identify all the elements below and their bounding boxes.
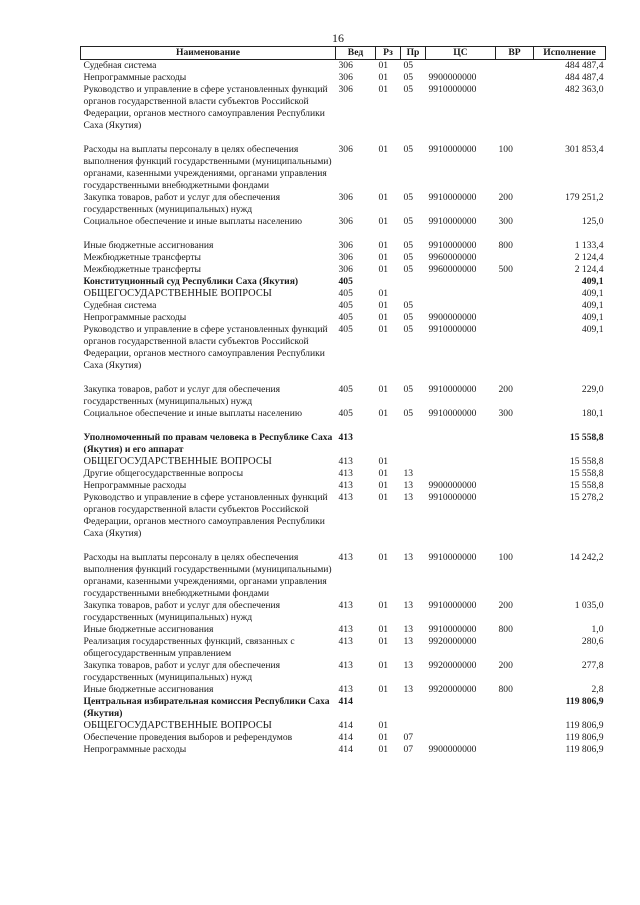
- cell-rz: 01: [378, 60, 389, 71]
- cell-ved: 413: [338, 600, 353, 611]
- cell-pr: 13: [403, 660, 414, 671]
- cell-rz: 01: [378, 456, 389, 467]
- cell-pr: 05: [403, 240, 414, 251]
- cell-cs: 9910000000: [428, 492, 477, 503]
- column-header-pr: Пр: [401, 47, 426, 60]
- cell-amount: 2 124,4: [574, 252, 604, 263]
- table-row: [81, 480, 606, 492]
- cell-cs: [426, 288, 496, 300]
- cell-pr: 13: [403, 480, 414, 491]
- cell-pr: 13: [403, 684, 414, 695]
- cell-ved: 414: [338, 732, 353, 743]
- cell-name: Судебная система: [83, 300, 157, 311]
- table-row: [81, 276, 606, 288]
- cell-ved: 405: [338, 300, 353, 311]
- cell-name: ОБЩЕГОСУДАРСТВЕННЫЕ ВОПРОСЫ: [83, 456, 272, 467]
- cell-pr: 05: [403, 384, 414, 395]
- cell-rz: [376, 432, 401, 456]
- cell-pr: 05: [403, 192, 414, 203]
- cell-amount: 277,8: [581, 660, 604, 671]
- cell-vr: [496, 72, 534, 84]
- cell-amount: 301 853,4: [565, 144, 604, 155]
- cell-pr: 05: [403, 216, 414, 227]
- table-row: [81, 600, 606, 624]
- cell-ved: 306: [338, 60, 353, 71]
- table-row: [81, 300, 606, 312]
- cell-rz: 01: [378, 468, 389, 479]
- cell-rz: 01: [378, 636, 389, 647]
- cell-name: Конституционный суд Республики Саха (Якутия): [83, 276, 299, 287]
- cell-cs: [426, 60, 496, 73]
- cell-cs: 9900000000: [428, 744, 477, 755]
- cell-rz: 01: [378, 252, 389, 263]
- cell-ved: 413: [338, 660, 353, 671]
- cell-pr: 05: [403, 312, 414, 323]
- cell-pr: 07: [403, 732, 414, 743]
- cell-amount: 409,1: [581, 312, 604, 323]
- cell-name: Непрограммные расходы: [83, 72, 187, 83]
- cell-rz: 01: [378, 552, 389, 563]
- cell-pr: [401, 720, 426, 732]
- table-row: [81, 144, 606, 192]
- cell-name: Межбюджетные трансферты: [83, 264, 201, 275]
- cell-pr: 05: [403, 144, 414, 155]
- table-row: [81, 84, 606, 132]
- cell-amount: 2,8: [591, 684, 604, 695]
- cell-amount: 179 251,2: [565, 192, 604, 203]
- table-row: [81, 216, 606, 228]
- cell-cs: 9910000000: [428, 240, 477, 251]
- cell-cs: [426, 300, 496, 312]
- row-spacer: [81, 372, 606, 384]
- cell-vr: 300: [498, 408, 513, 419]
- cell-cs: 9900000000: [428, 312, 477, 323]
- row-spacer-cell: [81, 540, 606, 552]
- cell-rz: 01: [378, 744, 389, 755]
- cell-pr: 05: [403, 84, 414, 95]
- table-row: [81, 552, 606, 600]
- cell-ved: 306: [338, 144, 353, 155]
- cell-amount: 409,1: [581, 324, 604, 335]
- cell-pr: [401, 288, 426, 300]
- cell-cs: 9960000000: [428, 252, 477, 263]
- cell-pr: 13: [403, 468, 414, 479]
- cell-ved: 306: [338, 216, 353, 227]
- cell-ved: 413: [338, 468, 353, 479]
- cell-ved: 306: [338, 84, 353, 95]
- cell-pr: 05: [403, 264, 414, 275]
- cell-vr: [496, 324, 534, 372]
- table-row: [81, 432, 606, 456]
- row-spacer-cell: [81, 420, 606, 432]
- cell-amount: 484 487,4: [565, 60, 604, 71]
- cell-rz: 01: [378, 324, 389, 335]
- cell-cs: [426, 468, 496, 480]
- cell-pr: 05: [403, 72, 414, 83]
- cell-rz: 01: [378, 408, 389, 419]
- cell-name: Непрограммные расходы: [83, 480, 187, 491]
- cell-rz: 01: [378, 600, 389, 611]
- cell-vr: [496, 276, 534, 288]
- budget-table: [80, 46, 606, 756]
- cell-rz: 01: [378, 264, 389, 275]
- cell-vr: 200: [498, 660, 513, 671]
- cell-pr: 13: [403, 636, 414, 647]
- cell-name: Иные бюджетные ассигнования: [83, 684, 214, 695]
- row-spacer: [81, 420, 606, 432]
- cell-rz: 01: [378, 72, 389, 83]
- cell-ved: 414: [338, 744, 353, 755]
- cell-vr: 100: [498, 552, 513, 563]
- cell-vr: 200: [498, 192, 513, 203]
- cell-vr: [496, 300, 534, 312]
- cell-ved: 413: [338, 624, 353, 635]
- cell-vr: 800: [498, 624, 513, 635]
- table-row: [81, 192, 606, 216]
- cell-cs: 9910000000: [428, 600, 477, 611]
- cell-pr: 13: [403, 600, 414, 611]
- cell-name: Социальное обеспечение и иные выплаты населению: [83, 408, 302, 419]
- table-row: [81, 744, 606, 756]
- column-header-ved: Вед: [336, 47, 376, 60]
- cell-ved: 405: [338, 324, 353, 335]
- row-spacer: [81, 228, 606, 240]
- table-row: [81, 324, 606, 372]
- cell-vr: 800: [498, 240, 513, 251]
- cell-pr: 05: [403, 60, 414, 71]
- cell-name: Закупка товаров, работ и услуг для обеспечения государственных (муниципальных) нужд: [83, 192, 281, 215]
- cell-name: ОБЩЕГОСУДАРСТВЕННЫЕ ВОПРОСЫ: [83, 288, 272, 299]
- cell-pr: [401, 456, 426, 468]
- cell-amount: 1 035,0: [574, 600, 604, 611]
- cell-cs: 9910000000: [428, 216, 477, 227]
- cell-amount: 119 806,9: [565, 720, 604, 731]
- cell-cs: 9910000000: [428, 192, 477, 203]
- cell-amount: 119 806,9: [565, 732, 604, 743]
- cell-pr: [401, 696, 426, 720]
- cell-cs: 9910000000: [428, 324, 477, 335]
- cell-cs: 9920000000: [428, 660, 477, 671]
- cell-pr: 13: [403, 492, 414, 503]
- cell-vr: [496, 84, 534, 132]
- cell-rz: 01: [378, 480, 389, 491]
- table-row: [81, 624, 606, 636]
- column-header-amount: Исполнение: [534, 47, 606, 60]
- cell-cs: 9910000000: [428, 84, 477, 95]
- row-spacer-cell: [81, 228, 606, 240]
- table-row: [81, 468, 606, 480]
- table-row: [81, 696, 606, 720]
- cell-ved: 414: [338, 696, 353, 707]
- cell-amount: 15 558,8: [569, 480, 604, 491]
- cell-name: Реализация государственных функций, связанных с общегосударственным управлением: [83, 636, 295, 659]
- column-header-vr: ВР: [496, 47, 534, 60]
- cell-rz: 01: [378, 624, 389, 635]
- cell-vr: [496, 732, 534, 744]
- table-row: [81, 732, 606, 744]
- cell-pr: [401, 432, 426, 456]
- cell-cs: 9920000000: [428, 684, 477, 695]
- cell-amount: 15 558,8: [569, 468, 604, 479]
- cell-ved: 413: [338, 456, 353, 467]
- cell-name: Закупка товаров, работ и услуг для обеспечения государственных (муниципальных) нужд: [83, 660, 281, 683]
- table-body: [81, 60, 606, 757]
- cell-amount: 1 133,4: [574, 240, 604, 251]
- cell-vr: 100: [498, 144, 513, 155]
- cell-cs: 9920000000: [428, 636, 477, 647]
- cell-rz: 01: [378, 732, 389, 743]
- cell-ved: 414: [338, 720, 353, 731]
- cell-cs: [426, 696, 496, 720]
- cell-rz: 01: [378, 288, 389, 299]
- cell-vr: 200: [498, 384, 513, 395]
- row-spacer: [81, 132, 606, 144]
- table-row: [81, 456, 606, 468]
- cell-cs: 9910000000: [428, 144, 477, 155]
- cell-vr: [496, 744, 534, 756]
- cell-name: Обеспечение проведения выборов и референдумов: [83, 732, 293, 743]
- cell-pr: 05: [403, 300, 414, 311]
- cell-ved: 306: [338, 72, 353, 83]
- table-row: [81, 408, 606, 420]
- table-row: [81, 72, 606, 84]
- column-header-name: Наименование: [81, 47, 336, 60]
- cell-ved: 306: [338, 192, 353, 203]
- cell-ved: 405: [338, 276, 353, 287]
- cell-rz: 01: [378, 720, 389, 731]
- table-row: [81, 492, 606, 540]
- cell-vr: [496, 468, 534, 480]
- cell-vr: [496, 480, 534, 492]
- cell-rz: 01: [378, 684, 389, 695]
- cell-ved: 405: [338, 312, 353, 323]
- cell-pr: 05: [403, 252, 414, 263]
- cell-amount: 15 558,8: [569, 456, 604, 467]
- cell-name: Руководство и управление в сфере установленных функций органов государственной власти субъектов Российской Федерации, органов местного самоуправления Республики Саха (Якутия): [83, 84, 328, 131]
- cell-pr: 13: [403, 552, 414, 563]
- cell-amount: 229,0: [581, 384, 604, 395]
- table-header: [81, 47, 606, 60]
- cell-cs: 9960000000: [428, 264, 477, 275]
- cell-cs: 9910000000: [428, 624, 477, 635]
- cell-name: Центральная избирательная комиссия Республики Саха (Якутия): [83, 696, 330, 719]
- cell-cs: [426, 276, 496, 288]
- header-row: [81, 47, 606, 60]
- cell-name: Уполномоченный по правам человека в Республике Саха (Якутия) и его аппарат: [83, 432, 333, 455]
- cell-pr: 05: [403, 408, 414, 419]
- column-header-rz: Рз: [376, 47, 401, 60]
- cell-vr: [496, 492, 534, 540]
- cell-ved: 405: [338, 288, 353, 299]
- cell-cs: 9910000000: [428, 552, 477, 563]
- cell-rz: 01: [378, 660, 389, 671]
- cell-ved: 413: [338, 684, 353, 695]
- cell-vr: [496, 312, 534, 324]
- cell-ved: 306: [338, 264, 353, 275]
- cell-name: ОБЩЕГОСУДАРСТВЕННЫЕ ВОПРОСЫ: [83, 720, 272, 731]
- cell-amount: 119 806,9: [565, 744, 604, 755]
- cell-vr: [496, 60, 534, 73]
- cell-cs: [426, 732, 496, 744]
- cell-name: Руководство и управление в сфере установленных функций органов государственной власти субъектов Российской Федерации, органов местного самоуправления Республики Саха (Якутия): [83, 492, 328, 539]
- cell-vr: [496, 456, 534, 468]
- cell-pr: 13: [403, 624, 414, 635]
- cell-pr: [401, 276, 426, 288]
- cell-amount: 125,0: [581, 216, 604, 227]
- table-row: [81, 684, 606, 696]
- table-row: [81, 312, 606, 324]
- cell-vr: [496, 696, 534, 720]
- cell-rz: 01: [378, 312, 389, 323]
- cell-name: Руководство и управление в сфере установленных функций органов государственной власти субъектов Российской Федерации, органов местного самоуправления Республики Саха (Якутия): [83, 324, 328, 371]
- cell-rz: 01: [378, 216, 389, 227]
- cell-vr: [496, 252, 534, 264]
- cell-vr: [496, 288, 534, 300]
- cell-vr: [496, 720, 534, 732]
- row-spacer-cell: [81, 132, 606, 144]
- cell-ved: 413: [338, 492, 353, 503]
- table-row: [81, 660, 606, 684]
- cell-rz: 01: [378, 384, 389, 395]
- cell-rz: 01: [378, 192, 389, 203]
- cell-amount: 484 487,4: [565, 72, 604, 83]
- cell-ved: 413: [338, 480, 353, 491]
- cell-name: Иные бюджетные ассигнования: [83, 240, 214, 251]
- page-number: 16: [332, 31, 344, 45]
- cell-vr: 500: [498, 264, 513, 275]
- cell-name: Закупка товаров, работ и услуг для обеспечения государственных (муниципальных) нужд: [83, 600, 281, 623]
- cell-pr: 07: [403, 744, 414, 755]
- cell-rz: 01: [378, 240, 389, 251]
- cell-rz: 01: [378, 144, 389, 155]
- cell-amount: 482 363,0: [565, 84, 604, 95]
- cell-ved: 405: [338, 408, 353, 419]
- row-spacer-cell: [81, 372, 606, 384]
- cell-ved: 413: [338, 636, 353, 647]
- cell-pr: 05: [403, 324, 414, 335]
- cell-rz: 01: [378, 492, 389, 503]
- cell-cs: 9900000000: [428, 480, 477, 491]
- cell-ved: 405: [338, 384, 353, 395]
- table-row: [81, 288, 606, 300]
- table-row: [81, 384, 606, 408]
- cell-cs: 9910000000: [428, 384, 477, 395]
- cell-vr: 200: [498, 600, 513, 611]
- cell-cs: [426, 456, 496, 468]
- cell-amount: 15 558,8: [569, 432, 604, 443]
- cell-name: Непрограммные расходы: [83, 312, 187, 323]
- cell-name: Непрограммные расходы: [83, 744, 187, 755]
- cell-rz: [376, 696, 401, 720]
- cell-cs: [426, 432, 496, 456]
- cell-name: Другие общегосударственные вопросы: [83, 468, 244, 479]
- cell-amount: 15 278,2: [569, 492, 604, 503]
- cell-vr: 800: [498, 684, 513, 695]
- cell-name: Расходы на выплаты персоналу в целях обеспечения выполнения функций государственными (муниципальными) органами, казенными учреждениями, органами управления государственными внебюджетными фондами: [83, 552, 332, 599]
- cell-name: Социальное обеспечение и иные выплаты населению: [83, 216, 302, 227]
- cell-cs: 9910000000: [428, 408, 477, 419]
- row-spacer: [81, 540, 606, 552]
- cell-amount: 409,1: [581, 276, 604, 287]
- cell-name: Расходы на выплаты персоналу в целях обеспечения выполнения функций государственными (муниципальными) органами, казенными учреждениями, органами управления государственными внебюджетными фондами: [83, 144, 332, 191]
- cell-ved: 413: [338, 432, 353, 443]
- table-row: [81, 720, 606, 732]
- cell-vr: [496, 432, 534, 456]
- cell-name: Закупка товаров, работ и услуг для обеспечения государственных (муниципальных) нужд: [83, 384, 281, 407]
- cell-cs: 9900000000: [428, 72, 477, 83]
- cell-amount: 280,6: [581, 636, 604, 647]
- cell-name: Межбюджетные трансферты: [83, 252, 201, 263]
- cell-amount: 409,1: [581, 288, 604, 299]
- cell-cs: [426, 720, 496, 732]
- cell-amount: 2 124,4: [574, 264, 604, 275]
- cell-ved: 306: [338, 252, 353, 263]
- cell-rz: 01: [378, 300, 389, 311]
- table-row: [81, 636, 606, 660]
- cell-amount: 14 242,2: [569, 552, 604, 563]
- cell-amount: 119 806,9: [565, 696, 604, 707]
- cell-ved: 306: [338, 240, 353, 251]
- cell-amount: 409,1: [581, 300, 604, 311]
- cell-amount: 1,0: [591, 624, 604, 635]
- cell-ved: 413: [338, 552, 353, 563]
- cell-vr: 300: [498, 216, 513, 227]
- table-row: [81, 252, 606, 264]
- column-header-cs: ЦС: [426, 47, 496, 60]
- cell-name: Судебная система: [83, 60, 157, 71]
- cell-name: Иные бюджетные ассигнования: [83, 624, 214, 635]
- cell-amount: 180,1: [581, 408, 604, 419]
- table-row: [81, 240, 606, 252]
- cell-vr: [496, 636, 534, 660]
- table-row: [81, 264, 606, 276]
- cell-rz: 01: [378, 84, 389, 95]
- table-row: [81, 60, 606, 73]
- cell-rz: [376, 276, 401, 288]
